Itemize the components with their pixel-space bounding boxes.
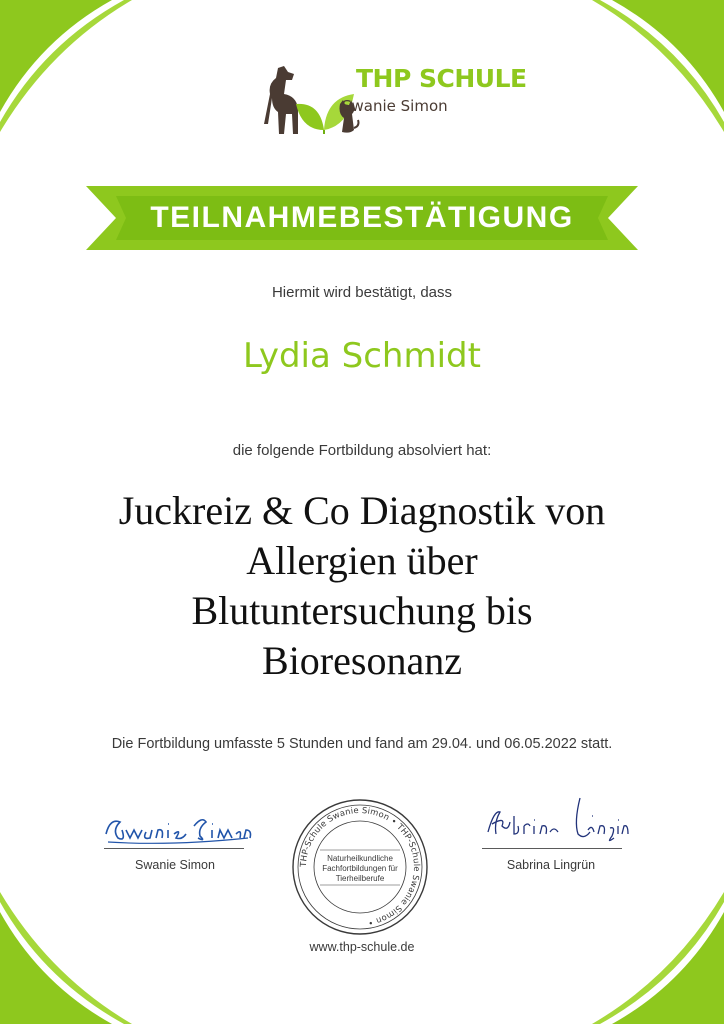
school-seal (290, 797, 430, 937)
seal-line: Tierheilberufe (335, 874, 385, 883)
signature-image (102, 808, 252, 848)
seal-ring-text: THP-Schule Swanie Simon • THP-Schule Swanie Simon • (297, 804, 423, 929)
corner-decoration-bottom-right (584, 884, 724, 1024)
course-title (60, 486, 664, 686)
course-details: Die Fortbildung umfasste 5 Stunden und fand am 29.04. und 06.05.2022 statt. (111, 736, 613, 752)
course-title-line: Juckreiz & Co Diagnostik von (118, 488, 606, 533)
logo-title: THP SCHULE (356, 64, 527, 93)
seal-line: Fachfortbildungen für (322, 864, 398, 873)
course-title-line: Allergien über (246, 538, 478, 583)
corner-decoration-bottom-left (0, 884, 140, 1024)
signature-line (104, 848, 244, 849)
signatory-name: Sabrina Lingrün (506, 858, 596, 872)
certificate-title: TEILNAHMEBESTÄTIGUNG (150, 201, 574, 234)
signature-line (482, 848, 622, 849)
signature-image (480, 792, 630, 848)
recipient-name: Lydia Schmidt (243, 336, 481, 376)
course-title-line: Bioresonanz (262, 638, 462, 683)
completed-text: die folgende Fortbildung absolviert hat: (232, 442, 492, 459)
signatory-name: Swanie Simon (135, 858, 215, 872)
intro-text: Hiermit wird bestätigt, dass (271, 284, 453, 301)
corner-decoration-top-left (0, 0, 140, 140)
seal-line: Naturheilkundliche (327, 854, 393, 863)
course-title-line: Blutuntersuchung bis (191, 588, 533, 633)
corner-decoration-top-right (584, 0, 724, 140)
school-logo (258, 60, 527, 140)
website-link[interactable]: www.thp-schule.de (309, 940, 415, 954)
logo-subtitle: Swanie Simon (342, 97, 448, 115)
